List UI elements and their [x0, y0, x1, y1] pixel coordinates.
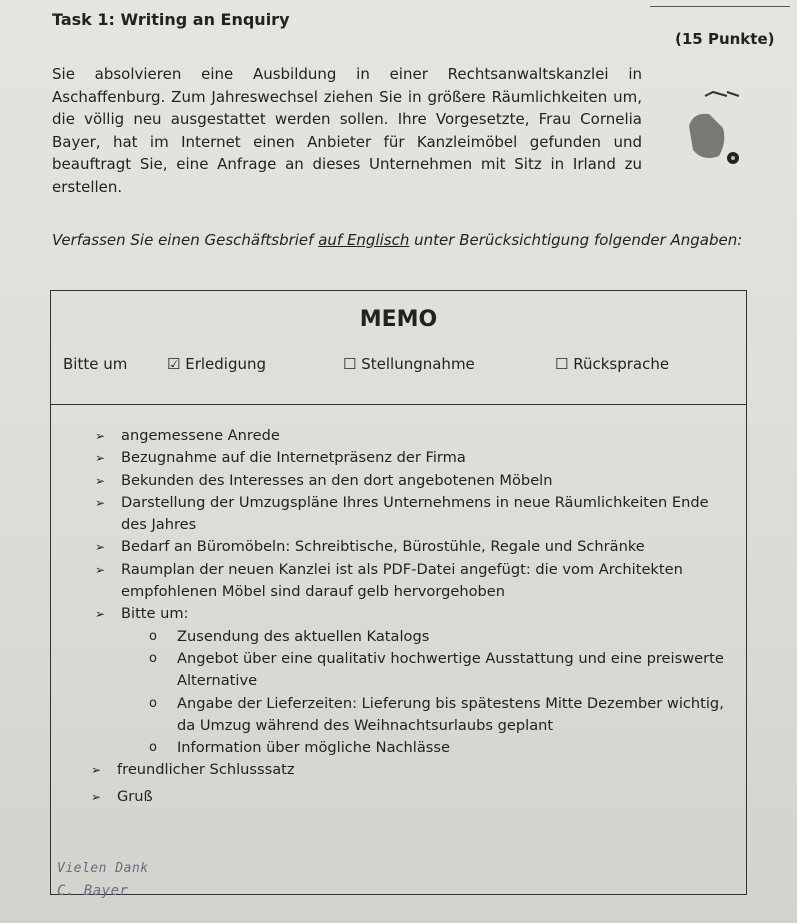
arrow-bullet-icon: ➢ [95, 562, 106, 577]
sub-item-text: Zusendung des aktuellen Katalogs [177, 627, 430, 645]
sub-item-text: Angebot über eine qualitativ hochwertige Ausstattung und eine preiswerte Alternative [177, 649, 724, 690]
list-item [95, 536, 735, 558]
arrow-bullet-icon: ➢ [95, 451, 106, 466]
circle-bullet-icon: o [149, 695, 157, 711]
signature-thanks: Vielen Dank [57, 861, 149, 876]
sub-list-item [95, 626, 735, 648]
option-ruecksprache [555, 355, 669, 373]
instruction-underlined: auf Englisch [318, 231, 410, 249]
option-stellungnahme [343, 355, 475, 373]
list-item [91, 786, 735, 808]
arrow-bullet-icon: ➢ [95, 607, 106, 622]
list-item [91, 759, 735, 781]
circle-bullet-icon: o [149, 650, 157, 666]
option-label: Stellungnahme [361, 355, 475, 373]
list-item [95, 470, 735, 492]
memo-request-row [63, 355, 743, 377]
instruction-text-before: Verfassen Sie einen Geschäftsbrief [52, 231, 319, 249]
arrow-bullet-icon: ➢ [95, 429, 106, 443]
request-label: Bitte um [63, 355, 128, 373]
list-item [95, 425, 735, 447]
circle-bullet-icon: o [149, 740, 157, 756]
intro-paragraph: Sie absolvieren eine Ausbildung in einer Rechtsanwaltskanzlei in Aschaffenburg. Zum Jahreswechsel ziehen Sie in größere Räumlichkeiten um, die völlig neu ausgestattet werden sollen. Ihre Vorgesetzte, Frau Cornelia Bayer, hat im Internet einen Anbieter für Kanzleimöbel gefunden und beauftragt Sie, eine Anfrage an dieses Unternehmen mit Sitz in Irland zu erstellen. [52, 65, 642, 196]
checkbox-empty-icon: ☐ [343, 355, 357, 373]
memo-title: MEMO [359, 307, 438, 332]
points-label: (15 Punkte) [675, 30, 775, 48]
sub-list-item [95, 737, 735, 759]
item-text: angemessene Anrede [121, 427, 280, 444]
item-text: Bezugnahme auf die Internetpräsenz der Firma [121, 449, 466, 467]
sub-item-text: Angabe der Lieferzeiten: Lieferung bis spätestens Mitte Dezember wichtig, da Umzug während des Weihnachtsurlaubs geplant [177, 694, 724, 734]
list-item [95, 447, 735, 469]
memo-divider [51, 404, 746, 405]
arrow-bullet-icon: ➢ [91, 789, 102, 804]
option-label: Rücksprache [573, 355, 670, 373]
option-label: Erledigung [185, 355, 267, 373]
arrow-bullet-icon: ➢ [95, 495, 106, 510]
checkbox-empty-icon: ☐ [555, 355, 569, 373]
instruction-text-after: unter Berücksichtigung folgender Angaben: [409, 231, 743, 249]
instruction-line [52, 231, 752, 249]
sub-item-text: Information über mögliche Nachlässe [177, 739, 450, 757]
item-text: freundlicher Schlusssatz [117, 761, 295, 779]
item-text: Bitte um: [121, 605, 189, 623]
item-text: Bedarf an Büromöbeln: Schreibtische, Bürostühle, Regale und Schränke [121, 538, 645, 556]
item-text: Darstellung der Umzugspläne Ihres Unternehmens in neue Räumlichkeiten Ende des Jahres [121, 493, 709, 534]
item-text: Bekunden des Interesses an den dort angebotenen Möbeln [121, 471, 553, 489]
sub-list-item [95, 693, 735, 738]
item-text: Raumplan der neuen Kanzlei ist als PDF-Datei angefügt: die vom Architekten empfohlenen Möbel sind darauf gelb hervorgehoben [121, 560, 683, 601]
arrow-bullet-icon: ➢ [91, 763, 102, 778]
memo-requirements-list [91, 425, 735, 808]
checkbox-checked-icon: ☑ [167, 355, 181, 373]
arrow-bullet-icon: ➢ [95, 473, 106, 488]
item-text: Gruß [117, 787, 153, 805]
sub-list-item [95, 648, 735, 693]
dolly-icon [683, 86, 745, 168]
task-title: Task 1: Writing an Enquiry [52, 10, 290, 29]
list-item [95, 559, 735, 604]
top-rule [650, 6, 790, 7]
list-item [95, 603, 735, 625]
arrow-bullet-icon: ➢ [95, 540, 106, 555]
circle-bullet-icon: o [149, 628, 157, 644]
signature-name: C. Bayer [57, 883, 129, 899]
list-item [95, 492, 735, 537]
memo-box [50, 290, 747, 899]
option-erledigung [167, 355, 266, 373]
